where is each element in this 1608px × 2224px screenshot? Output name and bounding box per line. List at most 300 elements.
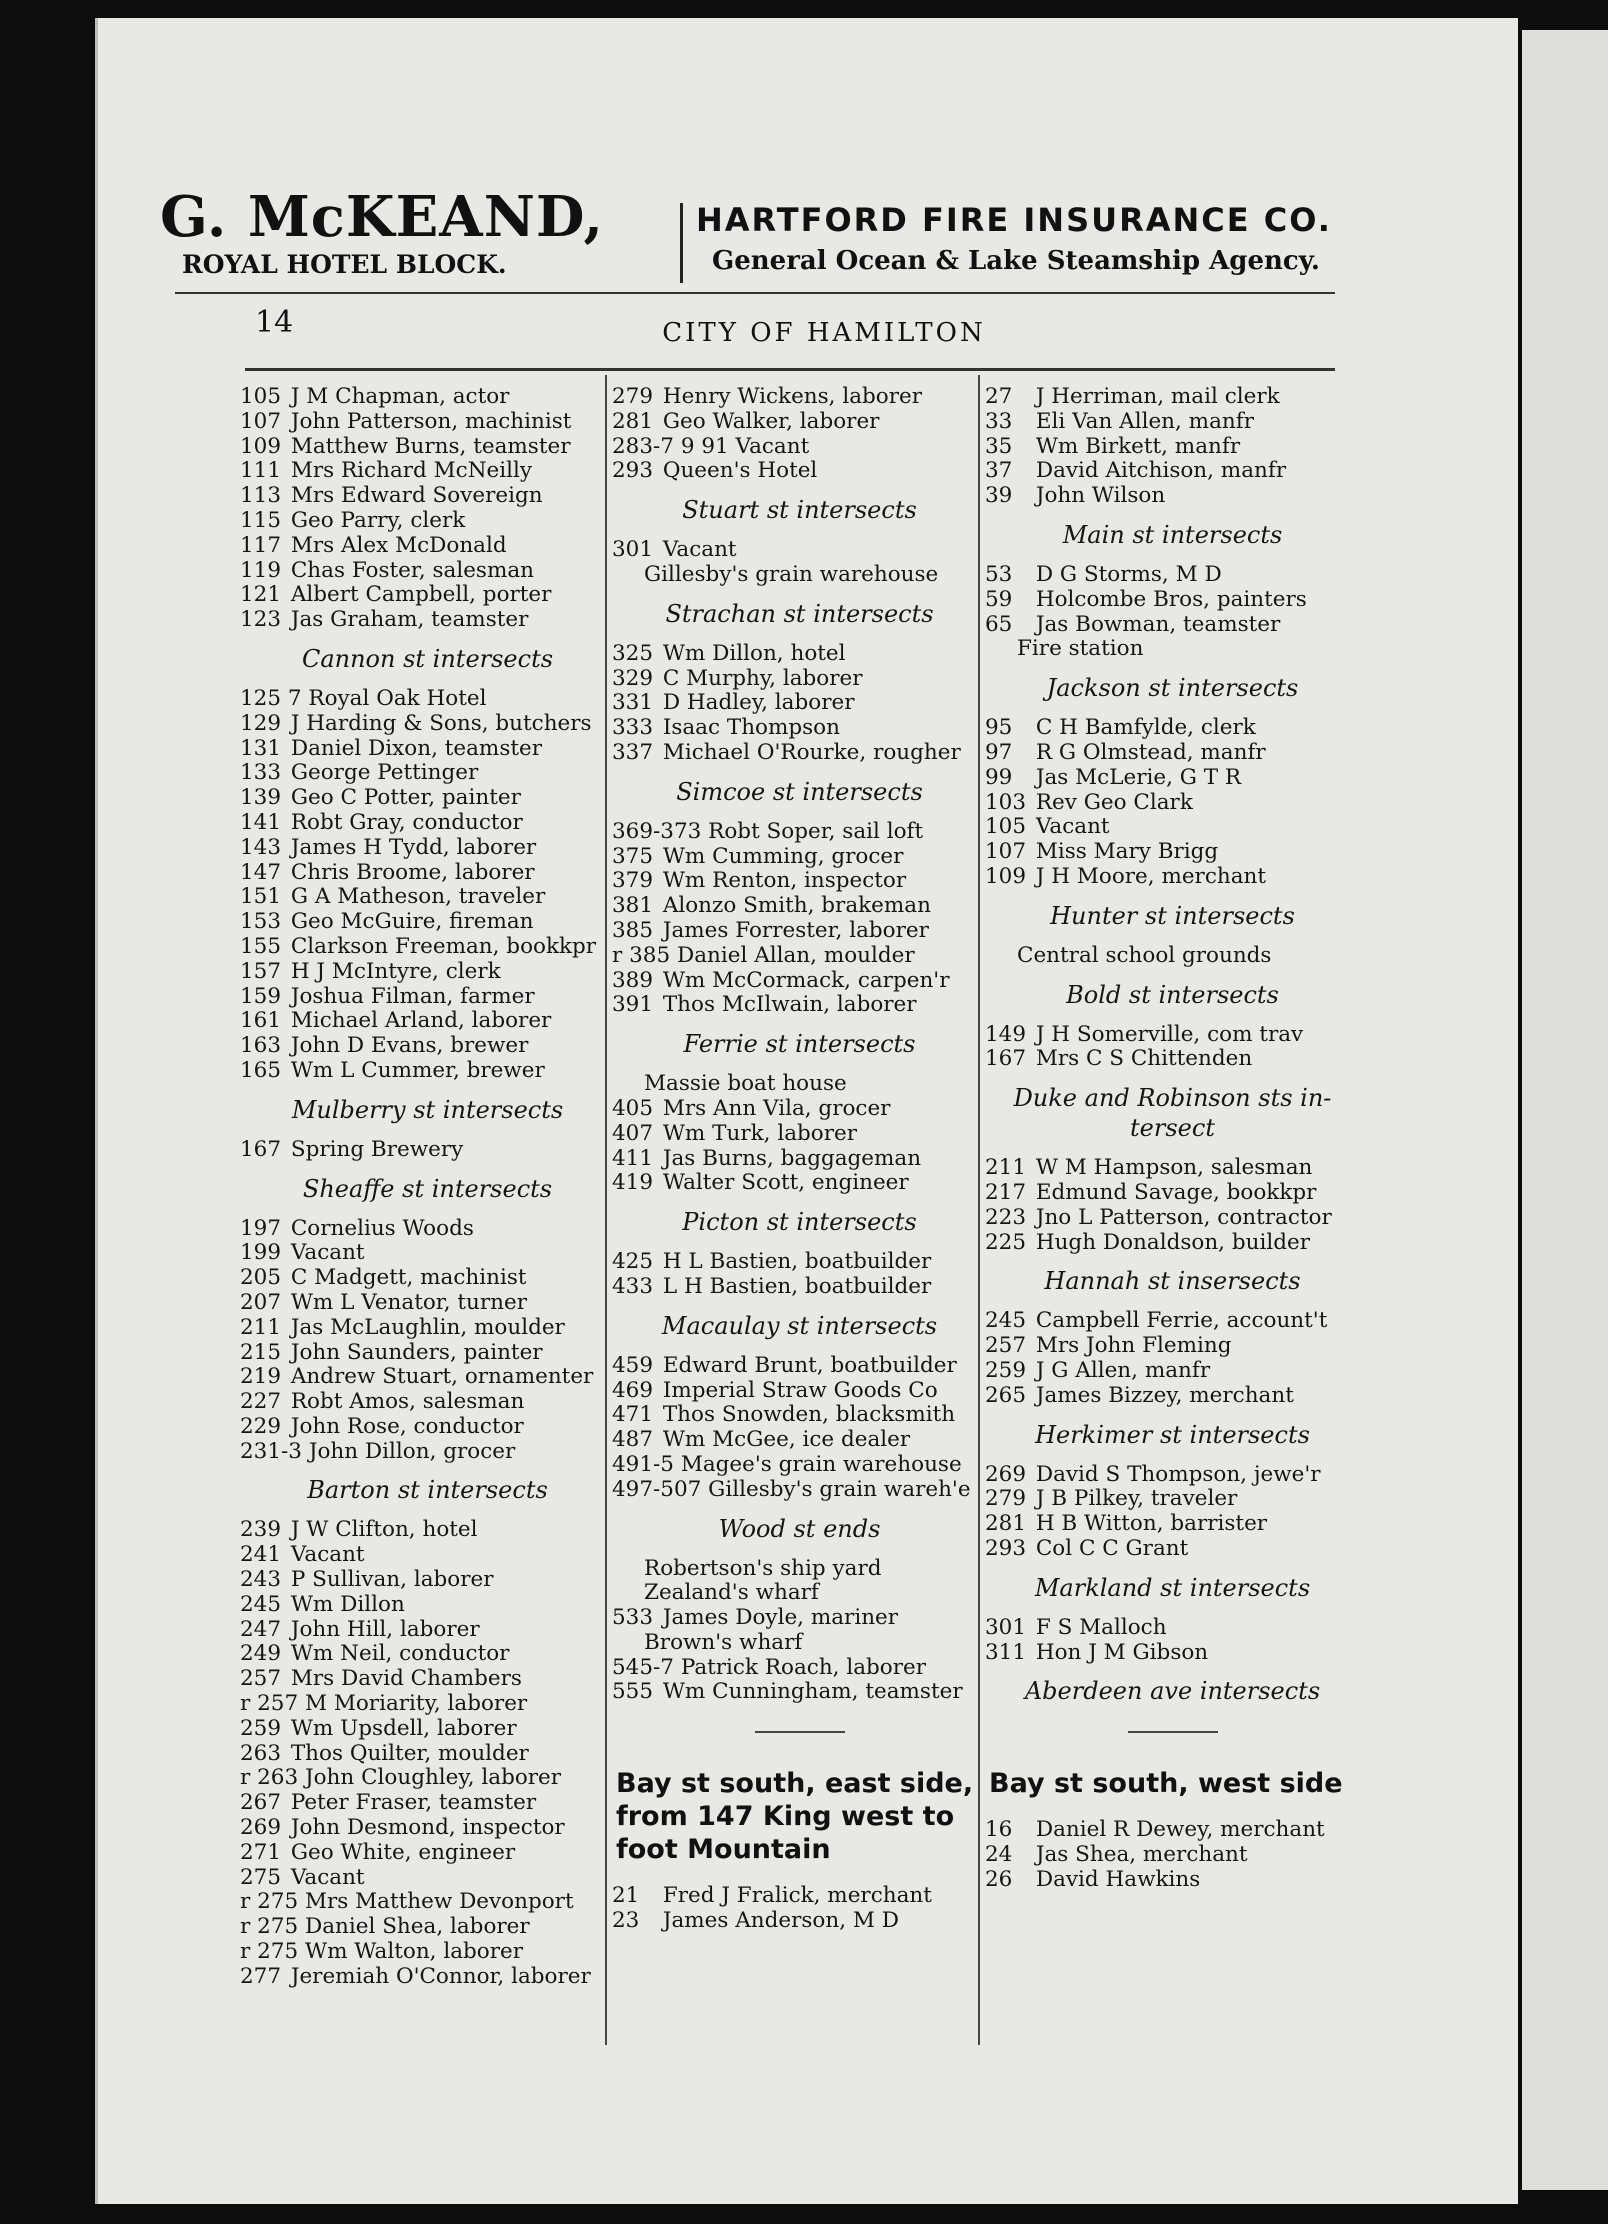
resident-name: P Sullivan, laborer	[284, 1567, 494, 1593]
street-number: 263	[240, 1740, 282, 1766]
resident-name: Wm McGee, ice dealer	[656, 1427, 911, 1453]
directory-entry	[240, 1890, 615, 1915]
street-section-heading: Bay st south, east side, from 147 King west to foot Mountain	[616, 1768, 974, 1866]
street-number: 24	[985, 1842, 1013, 1868]
street-number: 407	[612, 1120, 654, 1146]
directory-entry	[240, 608, 615, 633]
resident-name: Wm Cumming, grocer	[656, 843, 904, 869]
resident-name: Alonzo Smith, brakeman	[656, 893, 931, 919]
directory-entry	[985, 815, 1360, 840]
adjacent-page-edge	[1522, 30, 1608, 2190]
resident-name: Jas Shea, merchant	[1029, 1842, 1248, 1868]
resident-name: Rev Geo Clark	[1029, 789, 1193, 815]
street-number: 293	[985, 1535, 1027, 1561]
street-number: 165	[240, 1057, 282, 1083]
directory-entry	[612, 894, 987, 919]
resident-name: Joshua Filman, farmer	[284, 983, 535, 1009]
directory-entry	[240, 1059, 615, 1084]
resident-name: David Hawkins	[1029, 1866, 1201, 1892]
street-number: 21	[612, 1883, 640, 1909]
directory-entry	[240, 1415, 615, 1440]
intersection-heading: Herkimer st intersects	[1035, 1420, 1310, 1449]
resident-name: Eli Van Allen, manfr	[1029, 408, 1254, 434]
directory-entry	[240, 1034, 615, 1059]
street-number: 533	[612, 1605, 654, 1631]
resident-name: Edward Brunt, boatbuilder	[656, 1352, 957, 1378]
directory-entry	[612, 869, 987, 894]
resident-name: Robt Soper, sail loft	[701, 818, 924, 844]
street-number: 281	[612, 408, 654, 434]
resident-name: Gillesby's grain wareh'e	[701, 1476, 971, 1502]
street-number: 33	[985, 408, 1013, 434]
resident-name: Mrs Ann Vila, grocer	[656, 1095, 891, 1121]
directory-entry	[612, 435, 987, 460]
street-number: 23	[612, 1908, 640, 1934]
street-number: 279	[985, 1486, 1027, 1512]
resident-name: J M Chapman, actor	[284, 384, 510, 409]
street-number: 231-3	[240, 1438, 302, 1464]
directory-entry	[240, 459, 615, 484]
directory-entry	[612, 538, 987, 563]
resident-name: Campbell Ferrie, account't	[1029, 1308, 1328, 1334]
directory-entry	[985, 459, 1360, 484]
directory-entry	[240, 583, 615, 608]
street-number: 139	[240, 785, 282, 811]
resident-name: Jeremiah O'Connor, laborer	[284, 1963, 591, 1989]
resident-name: Cornelius Woods	[284, 1215, 474, 1241]
street-number: 37	[985, 458, 1013, 484]
resident-name: James H Tydd, laborer	[284, 834, 537, 860]
street-number: 325	[612, 640, 654, 666]
directory-entry	[985, 1641, 1360, 1666]
resident-name: G A Matheson, traveler	[284, 884, 546, 910]
resident-name: Daniel Allan, moulder	[670, 942, 915, 968]
resident-name: Wm McCormack, carpen'r	[656, 967, 950, 993]
street-number: 301	[985, 1614, 1027, 1640]
directory-entry	[240, 1841, 615, 1866]
directory-entry	[612, 919, 987, 944]
directory-note: Brown's wharf	[644, 1629, 803, 1655]
directory-entry	[240, 712, 615, 737]
street-number: 389	[612, 967, 654, 993]
header-rule	[175, 292, 1335, 294]
directory-entry	[985, 1334, 1360, 1359]
street-number: 105	[985, 814, 1027, 840]
resident-name: Jas McLerie, G T R	[1029, 764, 1242, 790]
resident-name: Mrs Matthew Devonport	[298, 1889, 574, 1915]
intersection-heading: Mulberry st intersects	[291, 1095, 564, 1124]
resident-name: John Rose, conductor	[284, 1413, 524, 1439]
directory-entry	[612, 716, 987, 741]
directory-entry	[985, 588, 1360, 613]
resident-name: Daniel Shea, laborer	[298, 1914, 530, 1940]
street-number: 159	[240, 983, 282, 1009]
directory-entry	[240, 1138, 615, 1163]
resident-name: W M Hampson, salesman	[1029, 1155, 1313, 1181]
directory-entry	[985, 766, 1360, 791]
resident-name: John D Evans, brewer	[284, 1033, 529, 1059]
street-number: 161	[240, 1008, 282, 1034]
directory-column-3	[985, 385, 1360, 1893]
directory-entry	[612, 1656, 987, 1681]
resident-name: Wm Dillon	[284, 1591, 405, 1617]
directory-entry	[985, 1309, 1360, 1334]
intersection-heading: Hunter st intersects	[1050, 901, 1295, 930]
directory-entry	[240, 861, 615, 886]
street-number: 125 7	[240, 685, 302, 711]
resident-name: Fred J Fralick, merchant	[656, 1883, 932, 1909]
resident-name: John Hill, laborer	[284, 1616, 480, 1642]
directory-entry	[985, 385, 1360, 410]
resident-name: J W Clifton, hotel	[284, 1517, 478, 1543]
street-number: 167	[240, 1136, 282, 1162]
street-number: 259	[985, 1357, 1027, 1383]
street-number: 375	[612, 843, 654, 869]
resident-name: Royal Oak Hotel	[301, 685, 487, 711]
directory-note: Central school grounds	[1017, 942, 1272, 968]
street-number: 433	[612, 1273, 654, 1299]
directory-entry	[240, 1291, 615, 1316]
resident-name: Magee's grain warehouse	[673, 1451, 962, 1477]
resident-name: Wm Walton, laborer	[298, 1939, 524, 1965]
street-number: 267	[240, 1790, 282, 1816]
street-number: 59	[985, 586, 1013, 612]
resident-name: L H Bastien, boatbuilder	[656, 1273, 932, 1299]
directory-entry	[240, 1266, 615, 1291]
street-number: 225	[985, 1229, 1027, 1255]
directory-entry	[985, 1843, 1360, 1868]
resident-name: Vacant	[656, 537, 737, 563]
street-number: 223	[985, 1204, 1027, 1230]
street-number: 241	[240, 1542, 282, 1568]
street-number: 425	[612, 1249, 654, 1275]
resident-name: Geo White, engineer	[284, 1839, 516, 1865]
resident-name: John Cloughley, laborer	[298, 1765, 562, 1791]
resident-name: Vacant	[728, 433, 810, 459]
street-number: 141	[240, 809, 282, 835]
intersection-heading: Macaulay st intersects	[661, 1311, 938, 1340]
directory-entry	[240, 1543, 615, 1568]
directory-entry	[612, 1354, 987, 1379]
directory-entry	[985, 716, 1360, 741]
street-number: r 275	[240, 1939, 299, 1965]
street-number: 555	[612, 1679, 654, 1705]
resident-name: Chris Broome, laborer	[284, 859, 535, 885]
street-number: 405	[612, 1095, 654, 1121]
resident-name: Geo Walker, laborer	[656, 408, 880, 434]
street-number: 26	[985, 1866, 1013, 1892]
street-number: 245	[985, 1308, 1027, 1334]
resident-name: Peter Fraser, teamster	[284, 1790, 537, 1816]
directory-entry	[985, 435, 1360, 460]
street-number: 115	[240, 507, 282, 533]
street-number: 279	[612, 384, 654, 409]
directory-entry	[240, 910, 615, 935]
directory-entry	[985, 1487, 1360, 1512]
street-number: 143	[240, 834, 282, 860]
directory-entry	[612, 741, 987, 766]
street-number: 211	[240, 1314, 282, 1340]
insurance-company: HARTFORD FIRE INSURANCE CO.	[696, 201, 1332, 239]
directory-entry	[612, 1680, 987, 1705]
street-number: 257	[985, 1333, 1027, 1359]
intersection-heading: Strachan st intersects	[665, 599, 934, 628]
street-number: 109	[985, 863, 1027, 889]
directory-entry	[612, 944, 987, 969]
resident-name: Wm L Cummer, brewer	[284, 1057, 545, 1083]
street-number: 121	[240, 582, 282, 608]
directory-entry	[612, 1097, 987, 1122]
resident-name: John Wilson	[1029, 483, 1166, 509]
resident-name: Andrew Stuart, ornamenter	[284, 1364, 594, 1390]
street-number: 27	[985, 384, 1013, 409]
intersection-heading: Stuart st intersects	[682, 496, 917, 525]
directory-entry	[240, 786, 615, 811]
resident-name: Queen's Hotel	[656, 458, 818, 484]
resident-name: Michael Arland, laborer	[284, 1008, 552, 1034]
directory-entry	[612, 691, 987, 716]
street-number: 243	[240, 1567, 282, 1593]
directory-entry	[612, 642, 987, 667]
street-number: 157	[240, 958, 282, 984]
street-number: 381	[612, 893, 654, 919]
resident-name: David S Thompson, jewe'r	[1029, 1461, 1321, 1487]
street-number: 301	[612, 537, 654, 563]
resident-name: Clarkson Freeman, bookkpr	[284, 933, 597, 959]
resident-name: James Bizzey, merchant	[1029, 1382, 1294, 1408]
intersection-heading: Hannah st insersects	[1044, 1267, 1301, 1296]
street-number: 205	[240, 1265, 282, 1291]
directory-entry	[240, 1766, 615, 1791]
street-number: 105	[240, 384, 282, 409]
resident-name: H J McIntyre, clerk	[284, 958, 501, 984]
street-number: 131	[240, 735, 282, 761]
street-number: 311	[985, 1639, 1027, 1665]
resident-name: Patrick Roach, laborer	[673, 1654, 927, 1680]
resident-name: J H Somerville, com trav	[1029, 1021, 1304, 1047]
resident-name: Geo C Potter, painter	[284, 785, 521, 811]
directory-entry	[240, 1816, 615, 1841]
directory-entry	[985, 1156, 1360, 1181]
resident-name: F S Malloch	[1029, 1614, 1167, 1640]
street-number: r 275	[240, 1889, 299, 1915]
directory-entry	[240, 737, 615, 762]
intersection-heading: Picton st intersects	[682, 1208, 917, 1237]
intersection-heading: Barton st intersects	[307, 1476, 548, 1505]
street-number: 369-373	[612, 818, 702, 844]
page-number: 14	[255, 305, 294, 340]
directory-entry	[240, 1341, 615, 1366]
street-number: 123	[240, 607, 282, 633]
directory-entry	[612, 1606, 987, 1631]
resident-name: Isaac Thompson	[656, 715, 840, 741]
street-number: 16	[985, 1817, 1013, 1843]
section-rule	[1128, 1731, 1218, 1733]
street-number: 277	[240, 1963, 282, 1989]
street-number: 35	[985, 433, 1013, 459]
resident-name: Mrs Alex McDonald	[284, 532, 507, 558]
resident-name: J Herriman, mail clerk	[1029, 384, 1280, 409]
directory-entry	[612, 1379, 987, 1404]
intersection-heading: Bold st intersects	[1066, 980, 1279, 1009]
advertiser-block	[160, 185, 680, 281]
directory-entry	[240, 1692, 615, 1717]
directory-entry	[240, 1518, 615, 1543]
directory-column-1	[240, 385, 615, 1990]
intersection-heading: Aberdeen ave intersects	[1024, 1677, 1321, 1706]
intersection-heading: Duke and Robinson sts in-	[1013, 1084, 1332, 1113]
street-number: 293	[612, 458, 654, 484]
street-number: 207	[240, 1289, 282, 1315]
resident-name: Michael O'Rourke, rougher	[656, 739, 961, 765]
intersection-heading: Jackson st intersects	[1046, 674, 1299, 703]
resident-name: George Pettinger	[284, 760, 479, 786]
street-number: 259	[240, 1715, 282, 1741]
intersection-heading: Ferrie st intersects	[683, 1030, 916, 1059]
street-number: 469	[612, 1377, 654, 1403]
street-number: 151	[240, 884, 282, 910]
street-number: 219	[240, 1364, 282, 1390]
directory-note: Zealand's wharf	[644, 1580, 819, 1606]
resident-name: John Dillon, grocer	[301, 1438, 516, 1464]
directory-entry	[985, 563, 1360, 588]
directory-entry	[240, 836, 615, 861]
directory-entry	[240, 1593, 615, 1618]
resident-name: Geo Parry, clerk	[284, 507, 466, 533]
resident-name: Spring Brewery	[284, 1136, 464, 1162]
street-number: 385	[612, 917, 654, 943]
intersection-heading: Markland st intersects	[1034, 1573, 1311, 1602]
resident-name: C H Bamfylde, clerk	[1029, 715, 1256, 741]
directory-entry	[612, 1453, 987, 1478]
directory-entry	[612, 385, 987, 410]
directory-entry	[240, 484, 615, 509]
directory-note: Fire station	[1017, 636, 1144, 662]
directory-entry	[240, 1217, 615, 1242]
directory-entry	[240, 811, 615, 836]
resident-name: David Aitchison, manfr	[1029, 458, 1287, 484]
street-number: 497-507	[612, 1476, 702, 1502]
directory-entry	[985, 1181, 1360, 1206]
advertiser-address: ROYAL HOTEL BLOCK.	[182, 250, 507, 279]
page-header-advertisement	[160, 185, 1360, 295]
resident-name: Mrs John Fleming	[1029, 1333, 1232, 1359]
directory-entry	[612, 667, 987, 692]
resident-name: Wm Birkett, manfr	[1029, 433, 1241, 459]
resident-name: Wm Cunningham, teamster	[656, 1679, 963, 1705]
directory-entry	[240, 559, 615, 584]
directory-entry	[985, 1463, 1360, 1488]
resident-name: J Harding & Sons, butchers	[284, 710, 592, 736]
directory-entry	[240, 1241, 615, 1266]
header-divider	[680, 203, 683, 283]
directory-entry	[240, 1791, 615, 1816]
resident-name: Thos Snowden, blacksmith	[656, 1402, 956, 1428]
resident-name: Geo McGuire, fireman	[284, 909, 534, 935]
street-number: 271	[240, 1839, 282, 1865]
street-number: 269	[240, 1815, 282, 1841]
resident-name: Jas Burns, baggageman	[656, 1145, 922, 1171]
resident-name: Chas Foster, salesman	[284, 557, 535, 583]
resident-name: J B Pilkey, traveler	[1029, 1486, 1238, 1512]
insurance-block	[696, 199, 1332, 281]
directory-entry	[985, 1537, 1360, 1562]
directory-entry	[985, 1231, 1360, 1256]
resident-name: C Madgett, machinist	[284, 1265, 527, 1291]
directory-entry	[612, 1478, 987, 1503]
resident-name: C Murphy, laborer	[656, 665, 863, 691]
directory-entry	[240, 1365, 615, 1390]
directory-note: Gillesby's grain warehouse	[644, 561, 939, 587]
resident-name: James Anderson, M D	[656, 1908, 899, 1934]
directory-entry	[985, 613, 1360, 638]
directory-entry	[240, 761, 615, 786]
directory-entry	[240, 687, 615, 712]
street-number: 153	[240, 909, 282, 935]
directory-entry	[240, 985, 615, 1010]
street-number: 199	[240, 1240, 282, 1266]
directory-entry	[985, 1023, 1360, 1048]
street-number: 103	[985, 789, 1027, 815]
directory-entry	[240, 960, 615, 985]
resident-name: Miss Mary Brigg	[1029, 839, 1219, 865]
directory-entry	[985, 1047, 1360, 1072]
directory-entry	[240, 385, 615, 410]
resident-name: Mrs C S Chittenden	[1029, 1046, 1253, 1072]
directory-entry	[240, 1940, 615, 1965]
street-number: 133	[240, 760, 282, 786]
street-number: 249	[240, 1641, 282, 1667]
street-number: 167	[985, 1046, 1027, 1072]
street-number: 337	[612, 739, 654, 765]
street-number: 163	[240, 1033, 282, 1059]
directory-entry	[985, 1616, 1360, 1641]
directory-entry	[240, 1009, 615, 1034]
street-number: 211	[985, 1155, 1027, 1181]
directory-entry	[240, 885, 615, 910]
advertiser-name: G. McKEAND,	[160, 184, 604, 250]
directory-entry	[240, 1316, 615, 1341]
resident-name: James Doyle, mariner	[656, 1605, 899, 1631]
directory-entry	[985, 1206, 1360, 1231]
resident-name: Hon J M Gibson	[1029, 1639, 1209, 1665]
resident-name: Albert Campbell, porter	[284, 582, 552, 608]
resident-name: Wm Neil, conductor	[284, 1641, 510, 1667]
resident-name: Wm Turk, laborer	[656, 1120, 857, 1146]
street-number: 257	[240, 1666, 282, 1692]
street-number: 275	[240, 1864, 282, 1890]
resident-name: John Patterson, machinist	[284, 408, 572, 434]
running-title: CITY OF HAMILTON	[662, 318, 986, 348]
directory-entry	[612, 993, 987, 1018]
street-number: 269	[985, 1461, 1027, 1487]
street-number: 107	[240, 408, 282, 434]
directory-entry	[612, 410, 987, 435]
street-section-heading: Bay st south, west side	[989, 1768, 1343, 1800]
directory-entry	[612, 459, 987, 484]
resident-name: Mrs Edward Sovereign	[284, 483, 543, 509]
directory-entry	[240, 1866, 615, 1891]
directory-entry	[612, 1250, 987, 1275]
steamship-agency: General Ocean & Lake Steamship Agency.	[712, 246, 1320, 276]
street-number: 197	[240, 1215, 282, 1241]
resident-name: Mrs David Chambers	[284, 1666, 522, 1692]
directory-entry	[985, 791, 1360, 816]
street-number: 239	[240, 1517, 282, 1543]
directory-entry	[612, 1171, 987, 1196]
street-number: 491-5	[612, 1451, 674, 1477]
intersection-heading: Wood st ends	[718, 1514, 881, 1543]
